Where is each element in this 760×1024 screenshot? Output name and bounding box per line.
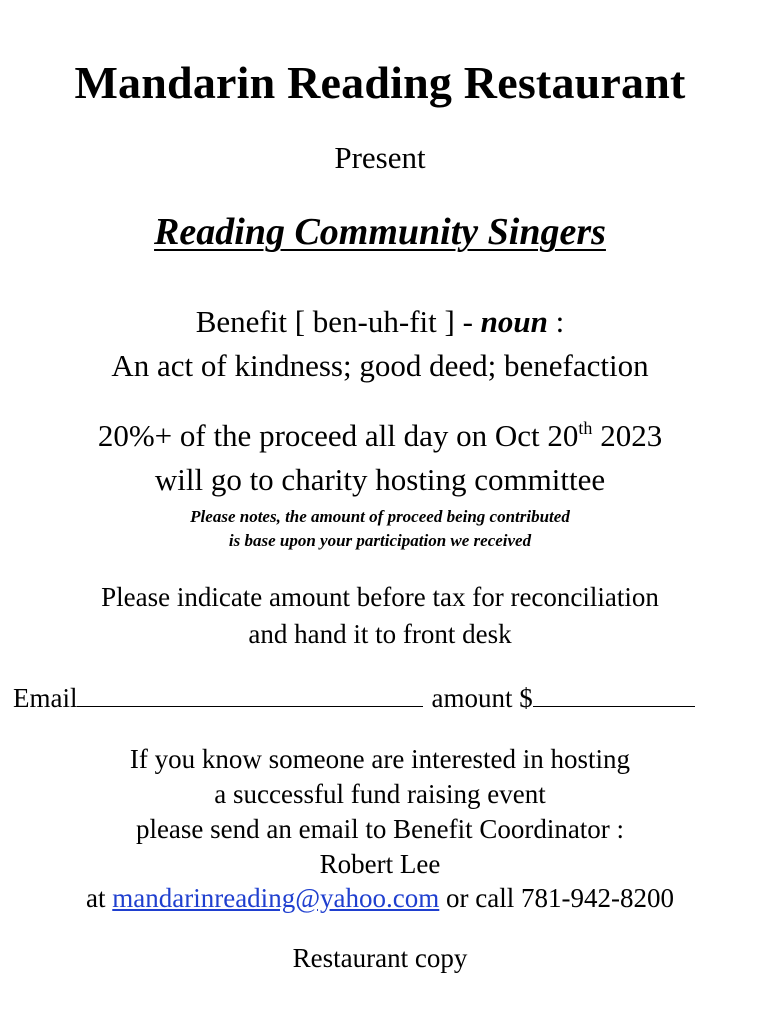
proceeds-date-ordinal: th — [578, 418, 593, 438]
singers-heading: Reading Community Singers — [154, 211, 606, 253]
definition-part-of-speech: noun — [480, 304, 548, 339]
instructions-line-2: and hand it to front desk — [248, 619, 512, 649]
present-text: Present — [334, 140, 426, 175]
hosting-line-2: a successful fund raising event — [214, 779, 546, 809]
proceeds-line-2: will go to charity hosting committee — [154, 462, 606, 497]
hosting-line-1: If you know someone are interested in hosting — [129, 744, 631, 774]
amount-blank-line[interactable] — [533, 682, 695, 707]
benefit-definition-meaning: An act of kindness; good deed; benefaction — [111, 348, 649, 383]
note-line-1: Please notes, the amount of proceed being contributed — [190, 507, 570, 526]
restaurant-copy-label: Restaurant copy — [292, 943, 468, 973]
note-line-2: is base upon your participation we received — [228, 531, 532, 550]
hosting-line-3: please send an email to Benefit Coordinator : — [135, 814, 625, 844]
email-blank-line[interactable] — [77, 682, 423, 707]
email-link[interactable]: mandarinreading@yahoo.com — [112, 883, 440, 913]
proceeds-date-text: 20%+ of the proceed all day on Oct 20 — [97, 418, 579, 453]
amount-label: amount $ — [431, 683, 533, 713]
contact-at: at — [86, 883, 106, 913]
definition-word: Benefit [ ben-uh-fit ] - — [195, 304, 473, 339]
instructions-line-1: Please indicate amount before tax for reconciliation — [101, 582, 659, 612]
restaurant-title: Mandarin Reading Restaurant — [74, 57, 686, 108]
form-row — [13, 682, 695, 714]
contact-line — [0, 883, 760, 914]
definition-colon: : — [555, 304, 565, 339]
coordinator-name: Robert Lee — [319, 849, 441, 879]
benefit-definition-word — [0, 304, 760, 340]
email-label: Email — [13, 683, 78, 713]
contact-phone: or call 781-942-8200 — [446, 883, 674, 913]
proceeds-line-1 — [0, 418, 760, 454]
proceeds-year: 2023 — [592, 418, 663, 453]
